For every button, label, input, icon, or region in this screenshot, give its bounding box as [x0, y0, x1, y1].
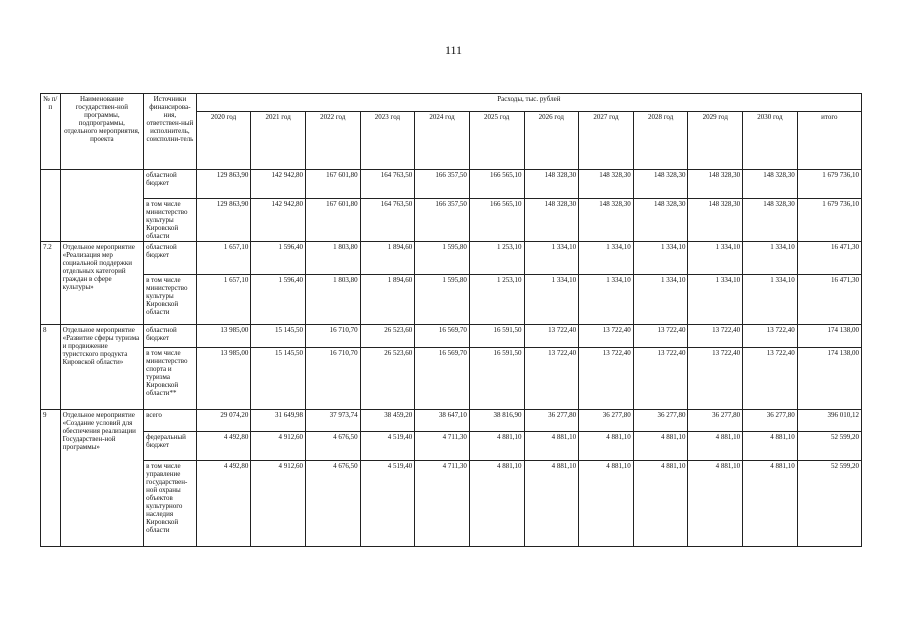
- value-cell: 166 565,10: [469, 199, 524, 242]
- value-cell: 36 277,80: [743, 410, 798, 432]
- value-cell: 4 912,60: [251, 461, 306, 547]
- value-cell: 4 881,10: [469, 432, 524, 461]
- value-cell: 4 881,10: [579, 432, 634, 461]
- value-cell: 13 722,40: [579, 348, 634, 410]
- value-cell: 1 657,10: [196, 242, 251, 275]
- value-cell: 4 881,10: [524, 432, 579, 461]
- row-source: в том числе управление государствен-ной охраны объектов культурного наследия Кировской области: [144, 461, 197, 547]
- value-cell: 1 679 736,10: [797, 170, 861, 199]
- value-cell: 1 334,10: [524, 275, 579, 325]
- value-cell: 16 471,30: [797, 242, 861, 275]
- value-cell: 396 010,12: [797, 410, 861, 432]
- value-cell: 1 657,10: [196, 275, 251, 325]
- value-cell: 167 601,80: [305, 199, 360, 242]
- value-cell: 174 138,00: [797, 348, 861, 410]
- value-cell: 1 334,10: [524, 242, 579, 275]
- value-cell: 13 722,40: [743, 325, 798, 348]
- value-cell: 4 519,40: [360, 461, 415, 547]
- row-source: в том числе министерство спорта и туризма Кировской области**: [144, 348, 197, 410]
- value-cell: 13 722,40: [633, 325, 688, 348]
- header-num: № п/п: [41, 94, 61, 170]
- value-cell: 4 492,80: [196, 461, 251, 547]
- row-number: 8: [41, 325, 61, 410]
- table-row: [41, 432, 862, 461]
- value-cell: 1 679 736,10: [797, 199, 861, 242]
- value-cell: 4 881,10: [633, 461, 688, 547]
- value-cell: 13 722,40: [579, 325, 634, 348]
- year-header: 2021 год: [251, 112, 306, 170]
- row-name: Отдельное мероприятие «Реализация мер социальной поддержки отдельных категорий граждан в сфере культуры»: [60, 242, 144, 325]
- value-cell: 1 803,80: [305, 242, 360, 275]
- year-header: 2024 год: [415, 112, 470, 170]
- row-name: [60, 170, 144, 242]
- row-name: Отдельное мероприятие «Развитие сферы туризма и продвижение туристского продукта Кировской области»: [60, 325, 144, 410]
- value-cell: 52 599,20: [797, 432, 861, 461]
- value-cell: 4 881,10: [469, 461, 524, 547]
- value-cell: 142 942,80: [251, 170, 306, 199]
- table-row: [41, 199, 862, 242]
- value-cell: 26 523,60: [360, 348, 415, 410]
- value-cell: 166 357,50: [415, 199, 470, 242]
- value-cell: 38 459,20: [360, 410, 415, 432]
- value-cell: 15 145,50: [251, 348, 306, 410]
- value-cell: 1 894,60: [360, 242, 415, 275]
- value-cell: 13 722,40: [524, 348, 579, 410]
- table-row: [41, 410, 862, 432]
- value-cell: 16 710,70: [305, 325, 360, 348]
- table-row: [41, 348, 862, 410]
- value-cell: 16 710,70: [305, 348, 360, 410]
- year-header: 2022 год: [305, 112, 360, 170]
- value-cell: 4 676,50: [305, 432, 360, 461]
- value-cell: 166 565,10: [469, 170, 524, 199]
- value-cell: 148 328,30: [633, 170, 688, 199]
- value-cell: 15 145,50: [251, 325, 306, 348]
- row-source: областной бюджет: [144, 170, 197, 199]
- row-source: в том числе министерство культуры Кировской области: [144, 275, 197, 325]
- value-cell: 129 863,90: [196, 199, 251, 242]
- year-header: 2025 год: [469, 112, 524, 170]
- value-cell: 13 722,40: [743, 348, 798, 410]
- value-cell: 164 763,50: [360, 199, 415, 242]
- value-cell: 164 763,50: [360, 170, 415, 199]
- value-cell: 36 277,80: [579, 410, 634, 432]
- value-cell: 36 277,80: [524, 410, 579, 432]
- value-cell: 13 722,40: [688, 348, 743, 410]
- value-cell: 129 863,90: [196, 170, 251, 199]
- value-cell: 148 328,30: [743, 199, 798, 242]
- value-cell: 16 471,30: [797, 275, 861, 325]
- table-row: [41, 325, 862, 348]
- header-source: Источники финансирова-ния, ответствен-ный исполнитель, соисполни-тель: [144, 94, 197, 170]
- value-cell: 4 711,30: [415, 432, 470, 461]
- value-cell: 38 647,10: [415, 410, 470, 432]
- table-row: [41, 461, 862, 547]
- row-source: всего: [144, 410, 197, 432]
- value-cell: 148 328,30: [579, 170, 634, 199]
- value-cell: 16 591,50: [469, 348, 524, 410]
- row-source: областной бюджет: [144, 242, 197, 275]
- row-source: областной бюджет: [144, 325, 197, 348]
- budget-table: [40, 93, 862, 547]
- value-cell: 13 985,00: [196, 325, 251, 348]
- year-header: 2020 год: [196, 112, 251, 170]
- row-source: федеральный бюджет: [144, 432, 197, 461]
- value-cell: 1 334,10: [743, 242, 798, 275]
- value-cell: 38 816,90: [469, 410, 524, 432]
- value-cell: 148 328,30: [579, 199, 634, 242]
- value-cell: 4 912,60: [251, 432, 306, 461]
- value-cell: 1 334,10: [743, 275, 798, 325]
- value-cell: 1 253,10: [469, 275, 524, 325]
- value-cell: 4 881,10: [579, 461, 634, 547]
- value-cell: 16 569,70: [415, 348, 470, 410]
- value-cell: 148 328,30: [688, 170, 743, 199]
- year-header: 2026 год: [524, 112, 579, 170]
- value-cell: 1 334,10: [688, 275, 743, 325]
- header-expenses: Расходы, тыс. рублей: [196, 94, 861, 112]
- value-cell: 174 138,00: [797, 325, 861, 348]
- value-cell: 1 596,40: [251, 242, 306, 275]
- value-cell: 16 569,70: [415, 325, 470, 348]
- value-cell: 1 595,80: [415, 242, 470, 275]
- table-row: [41, 242, 862, 275]
- row-number: 9: [41, 410, 61, 547]
- value-cell: 1 334,10: [579, 242, 634, 275]
- value-cell: 4 711,30: [415, 461, 470, 547]
- year-header: 2023 год: [360, 112, 415, 170]
- value-cell: 13 985,00: [196, 348, 251, 410]
- value-cell: 4 881,10: [633, 432, 688, 461]
- value-cell: 148 328,30: [633, 199, 688, 242]
- value-cell: 13 722,40: [633, 348, 688, 410]
- value-cell: 4 519,40: [360, 432, 415, 461]
- value-cell: 4 881,10: [743, 461, 798, 547]
- value-cell: 4 881,10: [743, 432, 798, 461]
- year-header: 2029 год: [688, 112, 743, 170]
- value-cell: 1 334,10: [579, 275, 634, 325]
- value-cell: 1 596,40: [251, 275, 306, 325]
- value-cell: 148 328,30: [524, 170, 579, 199]
- year-header: 2030 год: [743, 112, 798, 170]
- page-number: 111: [444, 43, 463, 57]
- value-cell: 1 803,80: [305, 275, 360, 325]
- table-row: [41, 275, 862, 325]
- value-cell: 142 942,80: [251, 199, 306, 242]
- value-cell: 4 881,10: [688, 461, 743, 547]
- value-cell: 13 722,40: [688, 325, 743, 348]
- value-cell: 167 601,80: [305, 170, 360, 199]
- value-cell: 31 649,98: [251, 410, 306, 432]
- value-cell: 36 277,80: [688, 410, 743, 432]
- value-cell: 148 328,30: [688, 199, 743, 242]
- value-cell: 4 881,10: [524, 461, 579, 547]
- value-cell: 4 492,80: [196, 432, 251, 461]
- row-number: 7.2: [41, 242, 61, 325]
- header-name: Наименование государствен-ной программы, подпрограммы, отдельного мероприятия, проекта: [60, 94, 144, 170]
- value-cell: 29 074,20: [196, 410, 251, 432]
- value-cell: 37 973,74: [305, 410, 360, 432]
- value-cell: 166 357,50: [415, 170, 470, 199]
- value-cell: 4 881,10: [688, 432, 743, 461]
- year-header: итого: [797, 112, 861, 170]
- value-cell: 148 328,30: [524, 199, 579, 242]
- year-header: 2028 год: [633, 112, 688, 170]
- value-cell: 13 722,40: [524, 325, 579, 348]
- row-number: [41, 170, 61, 242]
- value-cell: 1 894,60: [360, 275, 415, 325]
- year-header: 2027 год: [579, 112, 634, 170]
- table-row: [41, 170, 862, 199]
- value-cell: 1 334,10: [633, 275, 688, 325]
- value-cell: 1 334,10: [633, 242, 688, 275]
- row-name: Отдельное мероприятие «Создание условий для обеспечения реализации Государствен-ной программы»: [60, 410, 144, 547]
- value-cell: 1 595,80: [415, 275, 470, 325]
- value-cell: 52 599,20: [797, 461, 861, 547]
- value-cell: 4 676,50: [305, 461, 360, 547]
- value-cell: 26 523,60: [360, 325, 415, 348]
- value-cell: 148 328,30: [743, 170, 798, 199]
- value-cell: 1 334,10: [688, 242, 743, 275]
- value-cell: 1 253,10: [469, 242, 524, 275]
- value-cell: 16 591,50: [469, 325, 524, 348]
- row-source: в том числе министерство культуры Кировской области: [144, 199, 197, 242]
- value-cell: 36 277,80: [633, 410, 688, 432]
